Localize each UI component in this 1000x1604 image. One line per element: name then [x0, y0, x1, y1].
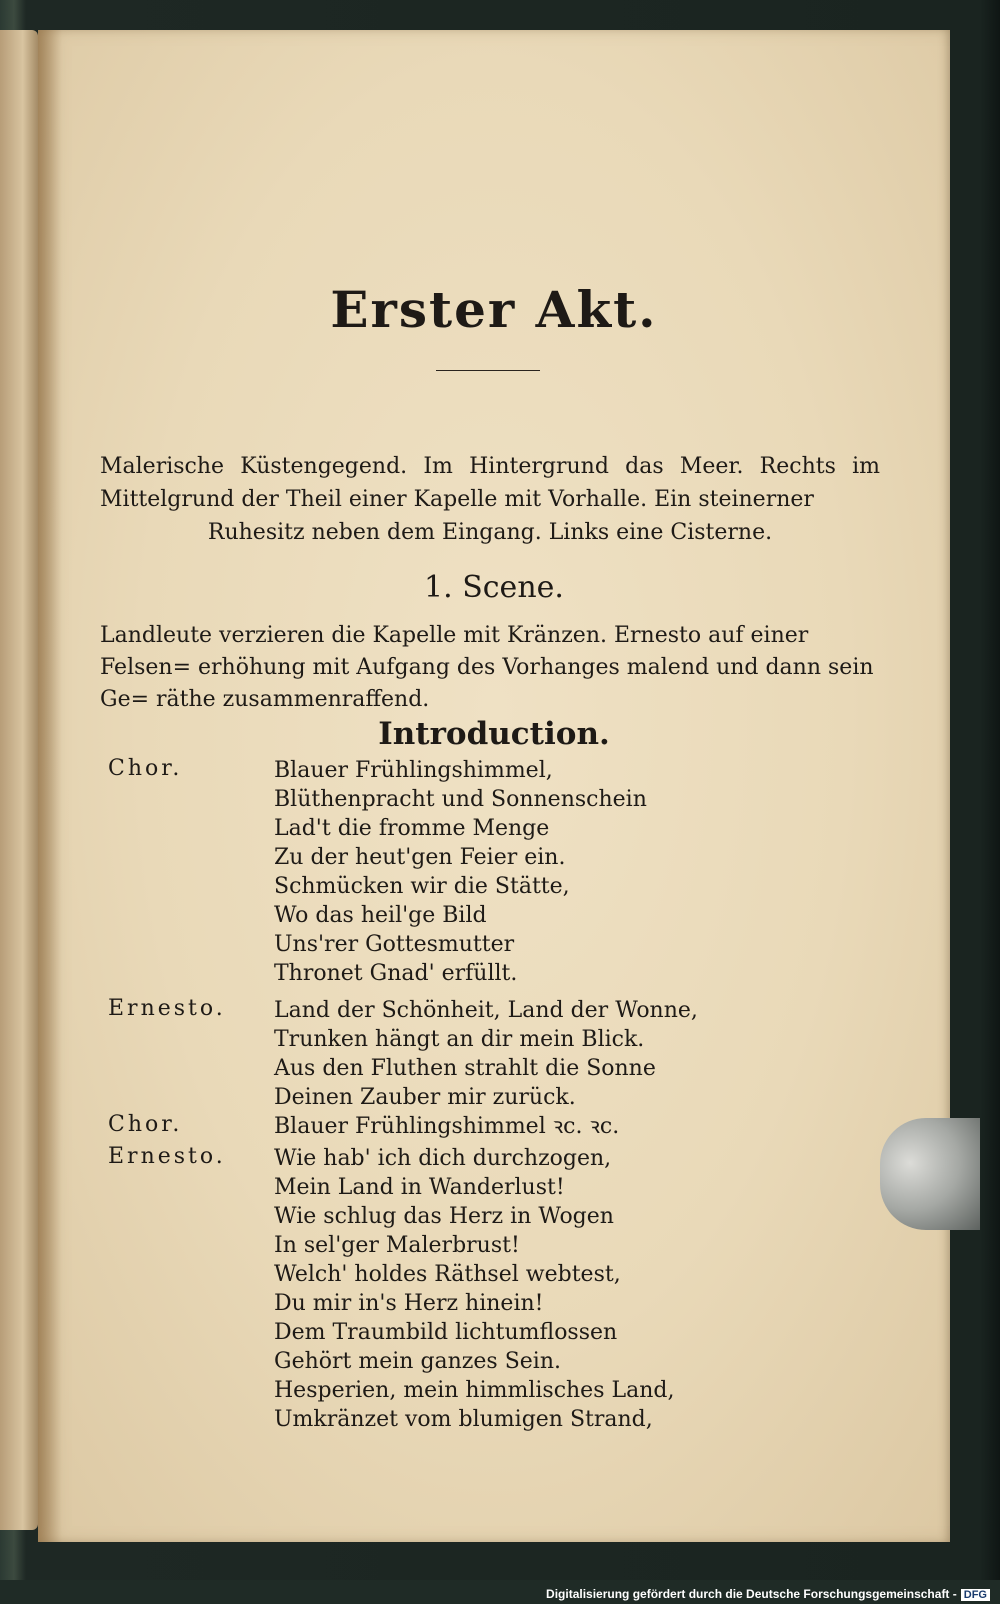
page-clip — [880, 1118, 980, 1230]
speaker-label: Ernesto. — [108, 1144, 226, 1169]
dfg-logo: DFG — [961, 1589, 990, 1601]
verse-line: Hesperien, mein himmlisches Land, — [274, 1378, 675, 1403]
title-divider — [436, 370, 540, 371]
verse-line: Welch' holdes Räthsel webtest, — [274, 1262, 621, 1287]
verse-line: Deinen Zauber mir zurück. — [274, 1085, 576, 1110]
verse-line: Wie schlug das Herz in Wogen — [274, 1204, 614, 1229]
verse-line: Land der Schönheit, Land der Wonne, — [274, 998, 698, 1023]
verse-line: Schmücken wir die Stätte, — [274, 874, 570, 899]
verse-line: Uns'rer Gottesmutter — [274, 932, 515, 957]
verse-line: Wo das heil'ge Bild — [274, 903, 487, 928]
book-page — [38, 30, 950, 1542]
verse-line: Zu der heut'gen Feier ein. — [274, 845, 566, 870]
verse-line: Aus den Fluthen strahlt die Sonne — [274, 1056, 656, 1081]
credit-text: Digitalisierung gefördert durch die Deutsche Forschungsgemeinschaft - — [546, 1587, 957, 1601]
verse-line: Mein Land in Wanderlust! — [274, 1175, 565, 1200]
verse-line: Dem Traumbild lichtumflossen — [274, 1320, 618, 1345]
speaker-label: Ernesto. — [108, 996, 226, 1021]
scene-title: 1. Scene. — [424, 570, 564, 605]
verse-lines — [274, 1112, 894, 1141]
verse-lines — [274, 1144, 894, 1434]
verse-line: Blauer Frühlingshimmel, — [274, 758, 553, 783]
previous-page-edge — [0, 30, 38, 1530]
verse-line: Wie hab' ich dich durchzogen, — [274, 1146, 612, 1171]
scene-description: Landleute verzieren die Kapelle mit Kränzen. Ernesto auf einer Felsen= erhöhung mit Aufgang des Vorhanges malend und dann sein Ge= räthe zusammenraffend. — [100, 623, 874, 712]
verse-line: Umkränzet vom blumigen Strand, — [274, 1407, 653, 1432]
verse-lines — [274, 996, 894, 1112]
verse-line: Thronet Gnad' erfüllt. — [274, 961, 518, 986]
verse-line: Trunken hängt an dir mein Blick. — [274, 1027, 645, 1052]
stage-directions-line-1: Malerische Küstengegend. Im Hintergrund das Meer. Rechts im Mittelgrund der Theil einer Kapelle mit Vorhalle. Ein steinerner — [100, 454, 880, 512]
stage-directions-line-2: Ruhesitz neben dem Eingang. Links eine Cisterne. — [207, 520, 773, 545]
verse-line: In sel'ger Malerbrust! — [274, 1233, 520, 1258]
stage-directions — [100, 450, 880, 549]
act-title: Erster Akt. — [330, 280, 658, 339]
verse-lines — [274, 756, 894, 988]
speaker-label: Chor. — [108, 1112, 183, 1137]
page-gutter-shadow — [38, 30, 62, 1542]
section-title: Introduction. — [378, 716, 610, 752]
digitization-credit — [546, 1587, 990, 1601]
verse-line: Blüthenpracht und Sonnenschein — [274, 787, 647, 812]
speaker-label: Chor. — [108, 756, 183, 781]
verse-line: Lad't die fromme Menge — [274, 816, 550, 841]
verse-line: Gehört mein ganzes Sein. — [274, 1349, 561, 1374]
verse-line: Blauer Frühlingshimmel ꝛc. ꝛc. — [274, 1114, 620, 1139]
verse-line: Du mir in's Herz hinein! — [274, 1291, 544, 1316]
